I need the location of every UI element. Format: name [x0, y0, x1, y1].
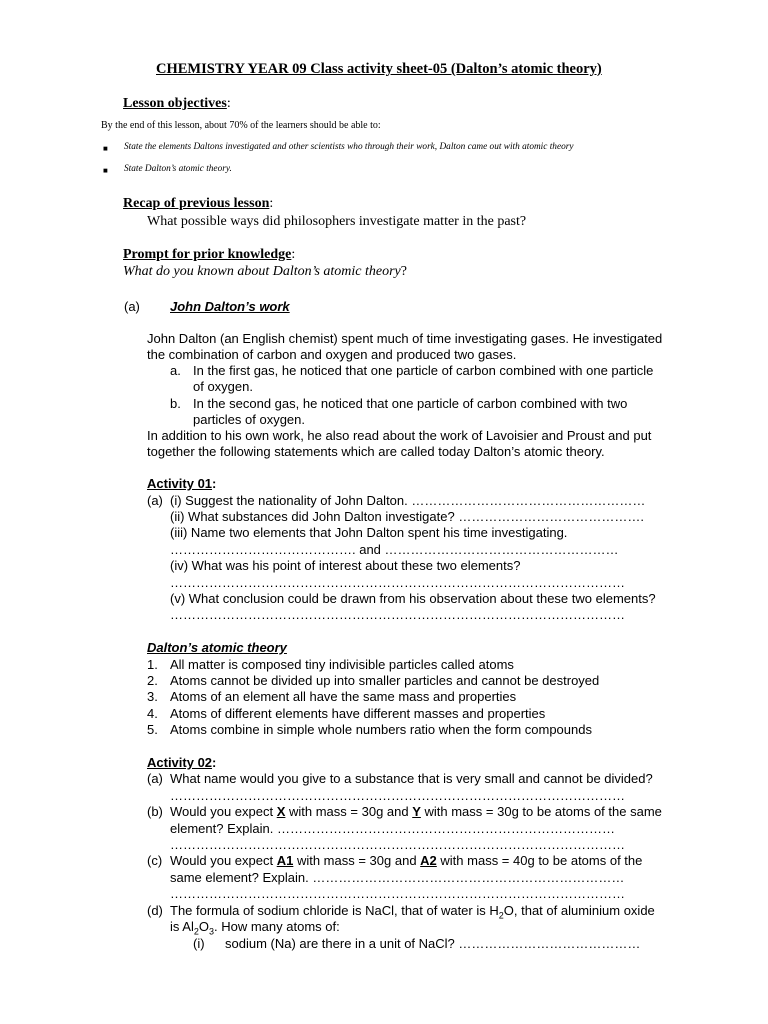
activity2-heading-row [147, 755, 216, 771]
activity2-c-blank[interactable]: …………………………………………………………………………………………… [170, 886, 625, 901]
objective-item-1: State the elements Daltons investigated and other scientists who through their work, Dalton came out with atomic theory [124, 142, 574, 152]
activity1-q1: (i) Suggest the nationality of John Dalton. ……………………………………………… [170, 493, 646, 508]
bullet-icon: ■ [103, 144, 108, 153]
activity2-b-label: (b) [147, 804, 163, 819]
item-b-line2: particles of oxygen. [193, 412, 306, 427]
activity2-a-text: What name would you give to a substance that is very small and cannot be divided? [170, 771, 653, 786]
objectives-heading-row: Lesson objectives: [123, 96, 231, 111]
objectives-intro: By the end of this lesson, about 70% of the learners should be able to: [101, 120, 381, 131]
activity1-q4: (iv) What was his point of interest about these two elements? [170, 558, 521, 573]
recap-heading: Recap of previous lesson [123, 196, 270, 211]
theory-item-num: 3. [147, 689, 158, 704]
activity2-d-line2: is $Al_2O_3$. How many atoms of: [170, 919, 340, 937]
section-a-label: (a) [124, 299, 140, 314]
variable-a1: A1 [276, 853, 294, 868]
theory-item-text: All matter is composed tiny indivisible particles called atoms [170, 657, 514, 672]
item-a-label: a. [170, 363, 181, 378]
activity2-a-blank[interactable]: …………………………………………………………………………………………… [170, 788, 625, 803]
prompt-question-row [123, 264, 407, 280]
activity2-c-label: (c) [147, 853, 163, 868]
item-b-label: b. [170, 396, 181, 411]
para2-line1: In addition to his own work, he also read about the work of Lavoisier and Proust and put [147, 428, 652, 443]
prompt-question: What do you known about Dalton’s atomic theory [123, 264, 401, 279]
activity1-q3-blank[interactable]: ……………………………………. and ……………………………………………… [170, 542, 619, 557]
theory-item-text: Atoms cannot be divided up into smaller particles and cannot be destroyed [170, 673, 600, 688]
variable-y: Y [412, 804, 421, 819]
bullet-icon: ■ [103, 166, 108, 175]
activity2-d-i-label: (i) [193, 936, 205, 951]
para2-line2: together the following statements which are called today Dalton’s atomic theory. [147, 444, 605, 459]
theory-item-num: 2. [147, 673, 158, 688]
recap-question: What possible ways did philosophers investigate matter in the past? [147, 214, 527, 229]
theory-item-num: 4. [147, 706, 158, 721]
item-b-line1: In the second gas, he noticed that one particle of carbon combined with two [193, 396, 628, 411]
activity2-colon: : [212, 755, 217, 770]
activity1-colon: : [212, 476, 217, 491]
page-title: CHEMISTRY YEAR 09 Class activity sheet-05 (Dalton’s atomic theory) [156, 61, 602, 77]
activity2-d-label: (d) [147, 903, 163, 918]
activity1-q5: (v) What conclusion could be drawn from his observation about these two elements? [170, 591, 656, 606]
item-a-line2: of oxygen. [193, 379, 253, 394]
variable-x: X [276, 804, 286, 819]
activity2-c-line1: Would you expect A1 with mass = 30g and A2 with mass = 40g to be atoms of the [170, 853, 643, 868]
objectives-heading: Lesson objectives [123, 96, 227, 111]
prompt-question-mark: ? [400, 264, 407, 279]
activity1-heading: Activity 01 [147, 476, 213, 491]
theory-heading: Dalton’s atomic theory [147, 640, 287, 655]
activity2-b-line1: Would you expect X with mass = 30g and Y with mass = 30g to be atoms of the same [170, 804, 662, 819]
activity2-heading: Activity 02 [147, 755, 213, 770]
prompt-heading-row: Prompt for prior knowledge: [123, 247, 296, 262]
recap-heading-row: Recap of previous lesson: [123, 196, 274, 211]
activity1-q5-blank[interactable]: …………………………………………………………………………………………… [170, 607, 625, 622]
activity1-a-label: (a) [147, 493, 163, 508]
activity2-b-line2[interactable]: element? Explain. …………………………………………………………………… [170, 821, 615, 836]
variable-a2: A2 [420, 853, 437, 868]
para1-line1: John Dalton (an English chemist) spent much of time investigating gases. He investigated [147, 331, 663, 346]
section-a-heading: John Dalton’s work [170, 299, 290, 314]
activity1-q3: (iii) Name two elements that John Dalton spent his time investigating. [170, 525, 568, 540]
activity2-a-label: (a) [147, 771, 163, 786]
item-a-line1: In the first gas, he noticed that one particle of carbon combined with one particle [193, 363, 654, 378]
activity1-q4-blank[interactable]: …………………………………………………………………………………………… [170, 575, 625, 590]
activity2-d-line1: The formula of sodium chloride is NaCl, that of water is $H_2O$, that of aluminium oxide [170, 903, 655, 921]
activity2-b-blank[interactable]: …………………………………………………………………………………………… [170, 837, 625, 852]
theory-item-text: Atoms of an element all have the same mass and properties [170, 689, 517, 704]
activity2-c-line2[interactable]: same element? Explain. ……………………………………………………………… [170, 870, 625, 885]
theory-item-num: 5. [147, 722, 158, 737]
activity1-heading-row [147, 476, 216, 492]
theory-item-text: Atoms of different elements have different masses and properties [170, 706, 546, 721]
prompt-heading: Prompt for prior knowledge [123, 247, 292, 262]
theory-item-num: 1. [147, 657, 158, 672]
activity2-d-i-text[interactable]: sodium (Na) are there in a unit of NaCl? …………………………………… [225, 936, 641, 951]
activity1-q2: (ii) What substances did John Dalton investigate? ……………………………………. [170, 509, 644, 524]
para1-line2: the combination of carbon and oxygen and produced two gases. [147, 347, 517, 362]
objective-item-2: State Dalton’s atomic theory. [124, 164, 232, 174]
theory-item-text: Atoms combine in simple whole numbers ratio when the form compounds [170, 722, 592, 737]
